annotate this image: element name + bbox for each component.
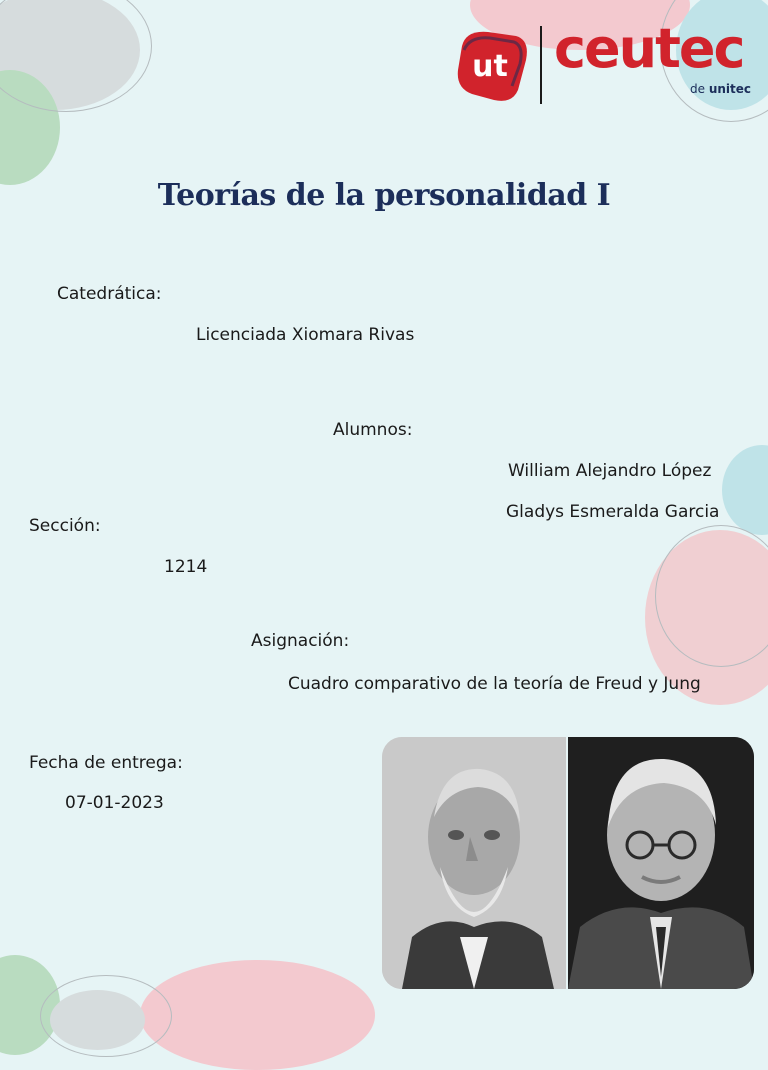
blob-pink-bottom	[140, 960, 375, 1070]
logo-subtitle	[690, 82, 751, 96]
blob-teal-right	[722, 445, 768, 535]
logo-sub-brand: unitec	[708, 82, 752, 96]
jung-portrait	[568, 737, 754, 989]
fecha-label: Fecha de entrega:	[29, 753, 183, 773]
seccion-label: Sección:	[29, 516, 101, 536]
catedratica-label: Catedrática:	[57, 284, 162, 304]
logo-divider	[540, 26, 542, 104]
ut-emblem-text: ut	[472, 49, 508, 84]
asignacion-label: Asignación:	[251, 631, 350, 651]
logo-wordmark: ceutec	[554, 17, 744, 80]
alumnos-label: Alumnos:	[333, 420, 413, 440]
asignacion-value: Cuadro comparativo de la teoría de Freud y Jung	[288, 674, 701, 694]
catedratica-value: Licenciada Xiomara Rivas	[196, 325, 415, 345]
fecha-value: 07-01-2023	[65, 793, 164, 813]
alumno-name-2: Gladys Esmeralda Garcia	[506, 502, 720, 522]
seccion-value: 1214	[164, 557, 208, 577]
outline-ring-top-left	[0, 0, 152, 112]
ut-emblem-icon	[452, 24, 532, 108]
freud-portrait	[382, 737, 566, 989]
page-title: Teorías de la personalidad I	[157, 178, 611, 213]
alumno-name-1: William Alejandro López	[508, 461, 712, 481]
logo-sub-prefix: de	[690, 82, 705, 96]
outline-ring-bottom	[40, 975, 172, 1057]
